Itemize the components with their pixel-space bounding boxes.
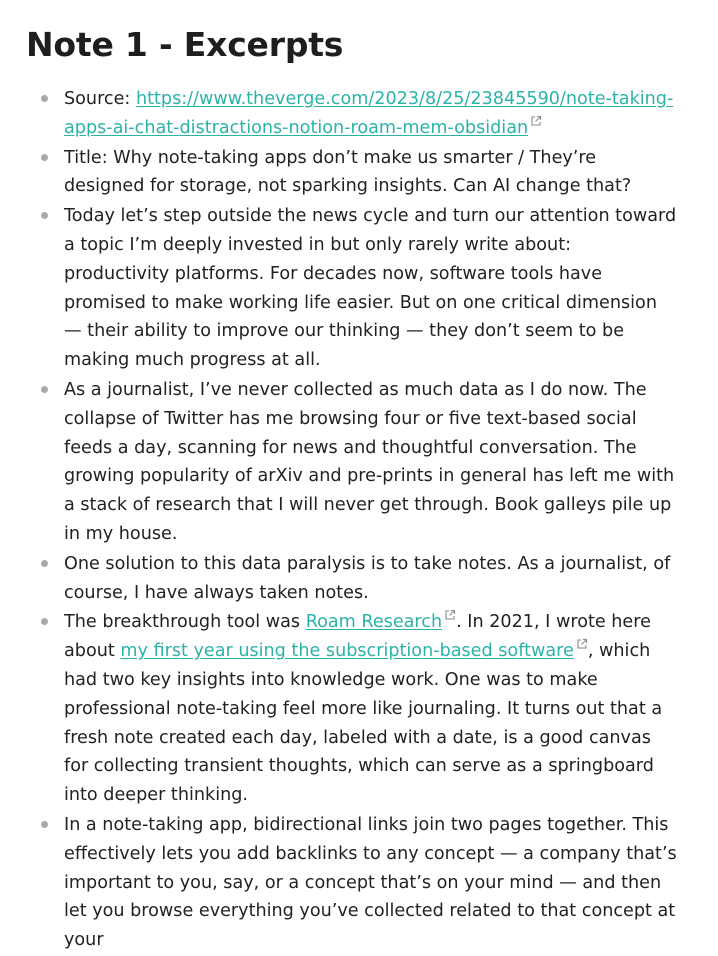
external-link-icon bbox=[530, 115, 542, 127]
bullet-dot bbox=[41, 386, 48, 393]
bullet-dot bbox=[41, 212, 48, 219]
list-item-text: As a journalist, I’ve never collected as much data as I do now. The collapse of Twitter has me browsing four or five text-based social feeds a day, scanning for news and thoughtful conversation. The growing popularity of arXiv and pre-prints in general has left me with a stack of research that I will never get through. Book galleys pile up in my house. bbox=[64, 379, 675, 544]
list-item-text: , which had two key insights into knowledge work. One was to make professional note-taking feel more like journaling. It turns out that a fresh note created each day, labeled with a date, is a good canvas for collecting transient thoughts, which can serve as a springboard into deeper thinking. bbox=[64, 641, 663, 806]
list-item-text: One solution to this data paralysis is to take notes. As a journalist, of course, I have always taken notes. bbox=[64, 553, 671, 603]
list-item-source bbox=[0, 85, 718, 143]
bullet-dot bbox=[41, 154, 48, 161]
list-item bbox=[0, 202, 718, 375]
list-item-text: In a note-taking app, bidirectional links join two pages together. This effectively lets you add backlinks to any concept — a company that’s important to you, say, or a concept that’s on your mind — and then let you browse everything you’ve collected related to that concept at your bbox=[64, 814, 677, 951]
page-title: Note 1 - Excerpts bbox=[26, 25, 344, 64]
external-link-icon bbox=[576, 638, 588, 650]
source-label: Source: bbox=[64, 89, 136, 109]
excerpt-list bbox=[0, 85, 718, 956]
bullet-dot bbox=[41, 618, 48, 625]
list-item bbox=[0, 608, 718, 810]
bullet-dot bbox=[41, 560, 48, 567]
list-item-text: Title: Why note-taking apps don’t make us smarter / They’re designed for storage, not sparking insights. Can AI change that? bbox=[64, 147, 632, 197]
roam-research-link[interactable]: Roam Research bbox=[305, 612, 443, 633]
list-item-title bbox=[0, 144, 718, 202]
list-item-text: Today let’s step outside the news cycle and turn our attention toward a topic I’m deeply invested in but only rarely write about: productivity platforms. For decades now, software tools have promised to make working life easier. But on one critical dimension — their ability to improve our thinking — they don’t seem to be making much progress at all. bbox=[64, 206, 677, 371]
list-item bbox=[0, 376, 718, 549]
bullet-dot bbox=[41, 95, 48, 102]
first-year-link[interactable]: my first year using the subscription-based software bbox=[120, 641, 574, 662]
list-item bbox=[0, 550, 718, 608]
source-link[interactable]: https://www.theverge.com/2023/8/25/23845590/note-taking-apps-ai-chat-distractions-notion-roam-mem-obsidian bbox=[64, 89, 674, 138]
list-item bbox=[0, 811, 718, 955]
external-link-icon bbox=[444, 609, 456, 621]
list-item-text: . In 2021, I wrote here about bbox=[64, 612, 651, 662]
bullet-dot bbox=[41, 821, 48, 828]
list-item-text: The breakthrough tool was bbox=[64, 612, 306, 633]
